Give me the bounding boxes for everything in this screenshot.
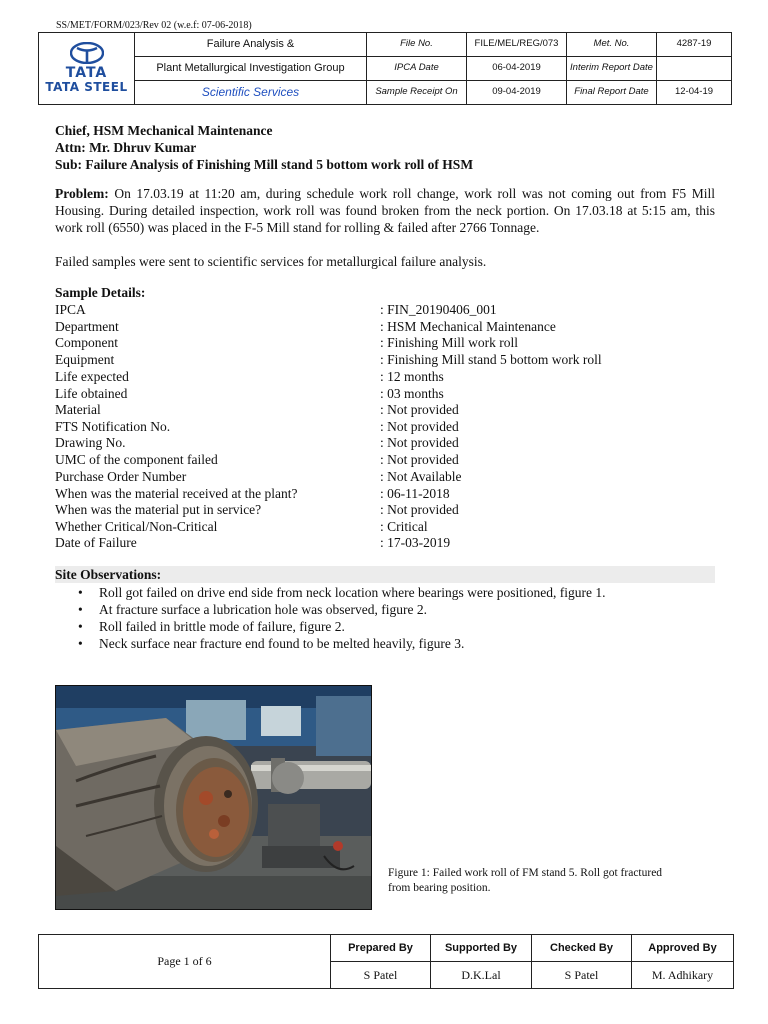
sample-receipt-label: Sample Receipt On (367, 81, 467, 105)
sample-details-title: Sample Details: (55, 285, 146, 300)
tata-wordmark: TATA (65, 65, 108, 82)
site-observations-title: Site Observations: (55, 567, 162, 582)
group-line-2: Plant Metallurgical Investigation Group (135, 57, 367, 81)
problem-label: Problem: (55, 186, 109, 201)
approved-by-name: M. Adhikary (632, 962, 734, 989)
checked-by-name: S Patel (532, 962, 632, 989)
interim-report-date-value (657, 57, 732, 81)
sample-row: Whether Critical/Non-Critical : Critical (55, 519, 428, 534)
approved-by-label: Approved By (632, 935, 734, 962)
subject-line: Sub: Failure Analysis of Finishing Mill stand 5 bottom work roll of HSM (55, 157, 474, 172)
sample-row: Equipment : Finishing Mill stand 5 bottom work roll (55, 352, 602, 367)
sample-row: Component : Finishing Mill work roll (55, 335, 519, 350)
problem-paragraph-2: Failed samples were sent to scientific services for metallurgical failure analysis. (55, 254, 487, 269)
page-number: Page 1 of 6 (39, 935, 331, 989)
sample-row: When was the material received at the plant? : 06-11-2018 (55, 486, 450, 501)
sample-row: IPCA : FIN_20190406_001 (55, 302, 497, 317)
ipca-date-label: IPCA Date (367, 57, 467, 81)
report-header-table (38, 32, 732, 105)
sample-row: Purchase Order Number : Not Available (55, 469, 462, 484)
met-no-label: Met. No. (567, 33, 657, 57)
file-no-label: File No. (367, 33, 467, 57)
problem-text: On 17.03.19 at 11:20 am, during schedule work roll change, work roll was not coming out from F5 Mill Housing. During detailed inspection, work roll was found broken from the neck portion. On 17.03.18 at 5:15 am, this work roll (6550) was placed in the F-5 Mill stand for rolling & failed after 2766 Tonnage. (55, 186, 715, 235)
met-no-value: 4287-19 (657, 33, 732, 57)
form-id: SS/MET/FORM/023/Rev 02 (w.e.f: 07-06-2018) (56, 20, 252, 31)
sample-row: Life expected : 12 months (55, 369, 444, 384)
supported-by-name: D.K.Lal (431, 962, 532, 989)
sample-row: When was the material put in service? : Not provided (55, 502, 459, 517)
bullet-icon: • (78, 602, 83, 617)
sample-row: Date of Failure : 17-03-2019 (55, 535, 451, 550)
ipca-date-value: 06-04-2019 (467, 57, 567, 81)
prepared-by-name: S Patel (331, 962, 431, 989)
bullet-icon: • (78, 585, 83, 600)
group-line-1: Failure Analysis & (135, 33, 367, 57)
problem-paragraph (55, 185, 715, 236)
tata-steel-wordmark: TATA STEEL (45, 80, 128, 95)
failed-work-roll-photo (55, 685, 372, 910)
file-no-value: FILE/MEL/REG/073 (467, 33, 567, 57)
sample-row: Life obtained : 03 months (55, 386, 444, 401)
final-report-date-value: 12-04-19 (657, 81, 732, 105)
addressee-block (55, 122, 473, 173)
approval-footer-table (38, 934, 734, 989)
addressee-attn: Attn: Mr. Dhruv Kumar (55, 140, 197, 155)
sample-row: Department : HSM Mechanical Maintenance (55, 319, 556, 334)
bullet-icon: • (78, 636, 83, 651)
roll-photo-illustration (56, 686, 371, 909)
sample-receipt-value: 09-04-2019 (467, 81, 567, 105)
group-line-3: Scientific Services (135, 81, 367, 105)
final-report-date-label: Final Report Date (567, 81, 657, 105)
addressee-to: Chief, HSM Mechanical Maintenance (55, 123, 273, 138)
prepared-by-label: Prepared By (331, 935, 431, 962)
interim-report-date-label: Interim Report Date (567, 57, 657, 81)
checked-by-label: Checked By (532, 935, 632, 962)
tata-steel-logo (39, 33, 135, 105)
supported-by-label: Supported By (431, 935, 532, 962)
bullet-icon: • (78, 619, 83, 634)
sample-row: Drawing No. : Not provided (55, 435, 459, 450)
sample-row: Material : Not provided (55, 402, 459, 417)
tata-logo-icon (70, 42, 104, 64)
figure-caption: Figure 1: Failed work roll of FM stand 5. Roll got fractured from bearing position. (388, 867, 663, 894)
sample-row: UMC of the component failed : Not provided (55, 452, 459, 467)
sample-row: FTS Notification No. : Not provided (55, 419, 459, 434)
